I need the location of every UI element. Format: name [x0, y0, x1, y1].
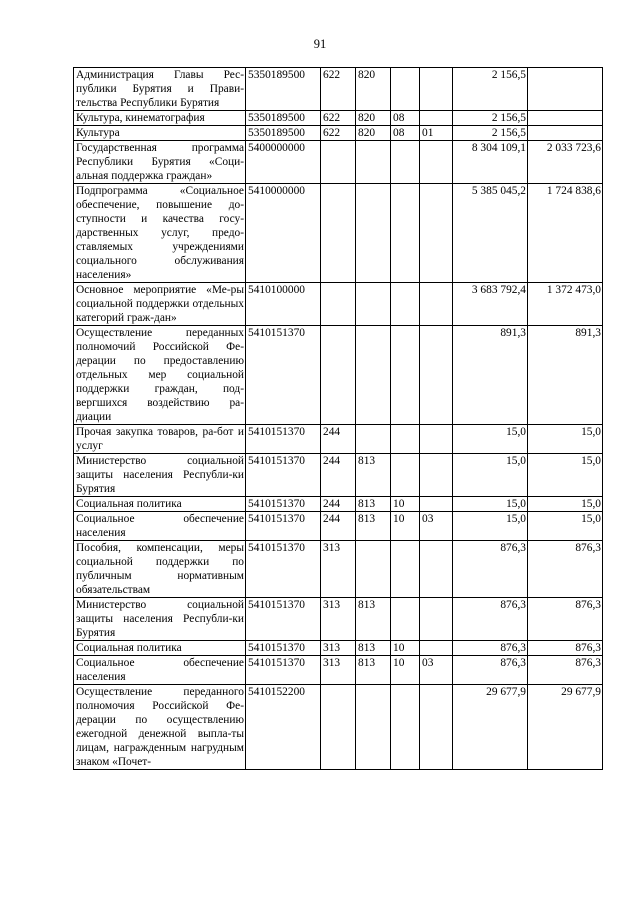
- amount-year1-cell: 3 683 792,4: [453, 283, 528, 326]
- budget-table: [73, 67, 603, 770]
- administrator-code-cell: 813: [356, 454, 391, 497]
- table-row: [74, 497, 603, 512]
- subsection-cell: [420, 283, 453, 326]
- amount-year2-cell: 1 372 473,0: [528, 283, 603, 326]
- administrator-code-cell: 813: [356, 641, 391, 656]
- row-name-cell: Пособия, компенсации, меры социальной поддержки по публичным нормативным обязательствам: [74, 541, 246, 598]
- row-name-cell: Министерство социальной защиты населения Республи-ки Бурятия: [74, 598, 246, 641]
- administrator-code-cell: 813: [356, 598, 391, 641]
- row-name-cell: Прочая закупка товаров, ра-бот и услуг: [74, 425, 246, 454]
- amount-year2-cell: 15,0: [528, 497, 603, 512]
- subsection-cell: [420, 454, 453, 497]
- section-cell: [391, 141, 420, 184]
- table-row: [74, 656, 603, 685]
- target-article-cell: 5410151370: [246, 541, 321, 598]
- subsection-cell: [420, 326, 453, 425]
- subsection-cell: 03: [420, 512, 453, 541]
- target-article-cell: 5400000000: [246, 141, 321, 184]
- amount-year2-cell: 876,3: [528, 598, 603, 641]
- table-row: [74, 598, 603, 641]
- amount-year1-cell: 876,3: [453, 541, 528, 598]
- section-cell: [391, 598, 420, 641]
- expense-type-cell: 622: [321, 126, 356, 141]
- table-row: [74, 111, 603, 126]
- row-name-cell: Осуществление переданных полномочий Российской Фе-дерации по предоставлению отдельных мер социальной поддержки граждан, под-вергшихся воздействию ра-диации: [74, 326, 246, 425]
- target-article-cell: 5410151370: [246, 326, 321, 425]
- amount-year1-cell: 29 677,9: [453, 685, 528, 770]
- amount-year1-cell: 876,3: [453, 641, 528, 656]
- subsection-cell: [420, 425, 453, 454]
- administrator-code-cell: 820: [356, 68, 391, 111]
- section-cell: 10: [391, 497, 420, 512]
- expense-type-cell: 244: [321, 425, 356, 454]
- target-article-cell: 5410151370: [246, 497, 321, 512]
- subsection-cell: [420, 68, 453, 111]
- section-cell: [391, 184, 420, 283]
- amount-year1-cell: 891,3: [453, 326, 528, 425]
- amount-year1-cell: 8 304 109,1: [453, 141, 528, 184]
- row-name-cell: Подпрограмма «Социальное обеспечение, повышение до-ступности и качества госу-дарственных услуг, предо-ставляемых учреждениями социального обслуживания населения»: [74, 184, 246, 283]
- table-body: [74, 68, 603, 770]
- expense-type-cell: 622: [321, 111, 356, 126]
- expense-type-cell: 313: [321, 598, 356, 641]
- expense-type-cell: [321, 326, 356, 425]
- row-name-cell: Администрация Главы Рес-публики Бурятия и Прави-тельства Республики Бурятия: [74, 68, 246, 111]
- administrator-code-cell: [356, 283, 391, 326]
- table-row: [74, 541, 603, 598]
- expense-type-cell: [321, 184, 356, 283]
- table-row: [74, 641, 603, 656]
- amount-year2-cell: 876,3: [528, 641, 603, 656]
- amount-year2-cell: [528, 126, 603, 141]
- amount-year2-cell: 29 677,9: [528, 685, 603, 770]
- amount-year2-cell: [528, 111, 603, 126]
- table-row: [74, 454, 603, 497]
- table-row: [74, 141, 603, 184]
- expense-type-cell: 622: [321, 68, 356, 111]
- target-article-cell: 5410151370: [246, 598, 321, 641]
- expense-type-cell: 244: [321, 497, 356, 512]
- row-name-cell: Социальная политика: [74, 497, 246, 512]
- target-article-cell: 5410151370: [246, 512, 321, 541]
- section-cell: [391, 283, 420, 326]
- amount-year1-cell: 2 156,5: [453, 126, 528, 141]
- subsection-cell: [420, 541, 453, 598]
- amount-year2-cell: 2 033 723,6: [528, 141, 603, 184]
- amount-year1-cell: 5 385 045,2: [453, 184, 528, 283]
- section-cell: [391, 425, 420, 454]
- section-cell: [391, 454, 420, 497]
- expense-type-cell: 244: [321, 512, 356, 541]
- amount-year1-cell: 15,0: [453, 497, 528, 512]
- amount-year1-cell: 876,3: [453, 598, 528, 641]
- page-number: 91: [313, 37, 327, 51]
- amount-year1-cell: 15,0: [453, 512, 528, 541]
- section-cell: 08: [391, 126, 420, 141]
- row-name-cell: Социальное обеспечение населения: [74, 512, 246, 541]
- subsection-cell: [420, 497, 453, 512]
- administrator-code-cell: [356, 541, 391, 598]
- row-name-cell: Культура: [74, 126, 246, 141]
- target-article-cell: 5410000000: [246, 184, 321, 283]
- administrator-code-cell: [356, 326, 391, 425]
- amount-year1-cell: 2 156,5: [453, 68, 528, 111]
- subsection-cell: [420, 598, 453, 641]
- table-row: [74, 685, 603, 770]
- expense-type-cell: [321, 283, 356, 326]
- row-name-cell: Культура, кинематография: [74, 111, 246, 126]
- row-name-cell: Основное мероприятие «Ме-ры социальной поддержки отдельных категорий граж-дан»: [74, 283, 246, 326]
- row-name-cell: Государственная программа Республики Бурятия «Соци-альная поддержка граждан»: [74, 141, 246, 184]
- amount-year2-cell: 15,0: [528, 512, 603, 541]
- table-row: [74, 126, 603, 141]
- administrator-code-cell: 813: [356, 512, 391, 541]
- administrator-code-cell: 820: [356, 126, 391, 141]
- amount-year1-cell: 15,0: [453, 454, 528, 497]
- target-article-cell: 5410151370: [246, 425, 321, 454]
- expense-type-cell: [321, 685, 356, 770]
- section-cell: 08: [391, 111, 420, 126]
- target-article-cell: 5410100000: [246, 283, 321, 326]
- administrator-code-cell: [356, 425, 391, 454]
- amount-year2-cell: 15,0: [528, 425, 603, 454]
- section-cell: 10: [391, 641, 420, 656]
- expense-type-cell: 313: [321, 656, 356, 685]
- section-cell: 10: [391, 512, 420, 541]
- target-article-cell: 5410151370: [246, 656, 321, 685]
- subsection-cell: [420, 641, 453, 656]
- subsection-cell: 03: [420, 656, 453, 685]
- administrator-code-cell: 813: [356, 497, 391, 512]
- target-article-cell: 5410151370: [246, 641, 321, 656]
- administrator-code-cell: [356, 685, 391, 770]
- amount-year2-cell: 1 724 838,6: [528, 184, 603, 283]
- target-article-cell: 5350189500: [246, 68, 321, 111]
- table-row: [74, 68, 603, 111]
- table-row: [74, 512, 603, 541]
- target-article-cell: 5410151370: [246, 454, 321, 497]
- row-name-cell: Социальная политика: [74, 641, 246, 656]
- section-cell: [391, 685, 420, 770]
- target-article-cell: 5410152200: [246, 685, 321, 770]
- amount-year1-cell: 2 156,5: [453, 111, 528, 126]
- table-row: [74, 326, 603, 425]
- table-row: [74, 283, 603, 326]
- section-cell: [391, 541, 420, 598]
- subsection-cell: [420, 111, 453, 126]
- amount-year2-cell: 876,3: [528, 541, 603, 598]
- amount-year2-cell: [528, 68, 603, 111]
- administrator-code-cell: 813: [356, 656, 391, 685]
- row-name-cell: Социальное обеспечение населения: [74, 656, 246, 685]
- target-article-cell: 5350189500: [246, 111, 321, 126]
- administrator-code-cell: 820: [356, 111, 391, 126]
- target-article-cell: 5350189500: [246, 126, 321, 141]
- amount-year1-cell: 15,0: [453, 425, 528, 454]
- amount-year2-cell: 15,0: [528, 454, 603, 497]
- expense-type-cell: 313: [321, 541, 356, 598]
- subsection-cell: [420, 685, 453, 770]
- row-name-cell: Министерство социальной защиты населения Республи-ки Бурятия: [74, 454, 246, 497]
- table-row: [74, 425, 603, 454]
- section-cell: [391, 68, 420, 111]
- amount-year2-cell: 891,3: [528, 326, 603, 425]
- subsection-cell: [420, 141, 453, 184]
- table-row: [74, 184, 603, 283]
- row-name-cell: Осуществление переданного полномочия Российской Фе-дерации по осуществлению ежегодной денежной выпла-ты лицам, награжденным нагрудным знаком «Почет-: [74, 685, 246, 770]
- section-cell: [391, 326, 420, 425]
- administrator-code-cell: [356, 141, 391, 184]
- expense-type-cell: 313: [321, 641, 356, 656]
- expense-type-cell: 244: [321, 454, 356, 497]
- administrator-code-cell: [356, 184, 391, 283]
- amount-year1-cell: 876,3: [453, 656, 528, 685]
- amount-year2-cell: 876,3: [528, 656, 603, 685]
- section-cell: 10: [391, 656, 420, 685]
- expense-type-cell: [321, 141, 356, 184]
- subsection-cell: [420, 184, 453, 283]
- subsection-cell: 01: [420, 126, 453, 141]
